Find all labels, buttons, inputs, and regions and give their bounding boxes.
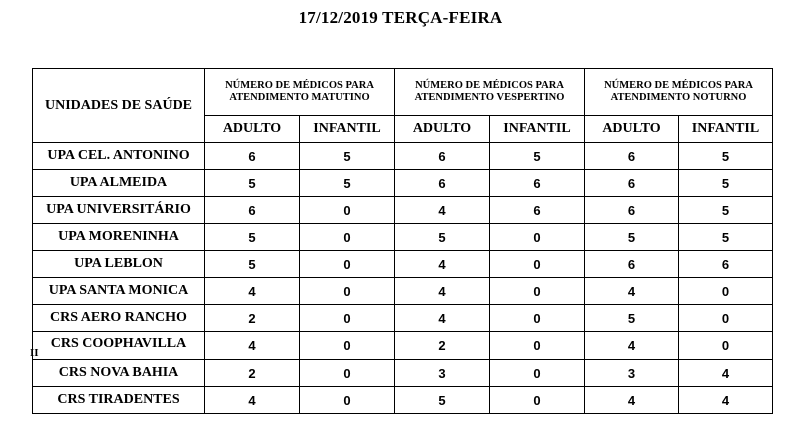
- table-row: [33, 332, 773, 360]
- value-cell: 0: [300, 197, 395, 224]
- value-cell: 0: [490, 360, 585, 387]
- value-cell: 5: [395, 387, 490, 414]
- sub-header-adulto: ADULTO: [395, 116, 490, 143]
- value-cell: 5: [679, 170, 773, 197]
- value-cell: 6: [395, 170, 490, 197]
- value-cell: 6: [205, 143, 300, 170]
- unit-name-cell: UPA LEBLON: [33, 251, 205, 278]
- table-row: [33, 170, 773, 197]
- value-cell: 4: [585, 332, 679, 360]
- period-header-noturno: NÚMERO DE MÉDICOS PARA ATENDIMENTO NOTURNO: [585, 69, 773, 116]
- sub-header-infantil: INFANTIL: [679, 116, 773, 143]
- value-cell: 0: [679, 278, 773, 305]
- table-row: [33, 278, 773, 305]
- value-cell: 3: [395, 360, 490, 387]
- table-row: [33, 387, 773, 414]
- value-cell: 6: [585, 143, 679, 170]
- unit-name-text: CRS COOPHAVILLA: [50, 335, 187, 351]
- value-cell: 4: [679, 360, 773, 387]
- value-cell: 5: [679, 143, 773, 170]
- unit-name-suffix: II: [30, 346, 39, 359]
- document-title: 17/12/2019 TERÇA-FEIRA: [298, 8, 503, 27]
- value-cell: 5: [679, 224, 773, 251]
- table-row: [33, 143, 773, 170]
- value-cell: 6: [490, 170, 585, 197]
- value-cell: 4: [679, 387, 773, 414]
- value-cell: 0: [300, 360, 395, 387]
- unit-name-cell: UPA ALMEIDA: [33, 170, 205, 197]
- period-header-vespertino: NÚMERO DE MÉDICOS PARA ATENDIMENTO VESPERTINO: [395, 69, 585, 116]
- sub-header-adulto: ADULTO: [585, 116, 679, 143]
- value-cell: 0: [490, 251, 585, 278]
- units-column-header: UNIDADES DE SAÚDE: [33, 69, 205, 143]
- value-cell: 5: [205, 224, 300, 251]
- value-cell: 5: [205, 251, 300, 278]
- value-cell: 0: [300, 251, 395, 278]
- value-cell: 5: [300, 143, 395, 170]
- value-cell: 0: [679, 332, 773, 360]
- header-row-periods: [33, 69, 773, 116]
- value-cell: 4: [205, 278, 300, 305]
- value-cell: 0: [679, 305, 773, 332]
- value-cell: 6: [395, 143, 490, 170]
- value-cell: 6: [585, 197, 679, 224]
- sub-header-infantil: INFANTIL: [300, 116, 395, 143]
- value-cell: 0: [490, 332, 585, 360]
- value-cell: 6: [585, 251, 679, 278]
- unit-name-cell: UPA CEL. ANTONINO: [33, 143, 205, 170]
- value-cell: 0: [300, 224, 395, 251]
- table-row: [33, 305, 773, 332]
- value-cell: 4: [205, 387, 300, 414]
- value-cell: 0: [490, 387, 585, 414]
- unit-name-cell: UPA UNIVERSITÁRIO: [33, 197, 205, 224]
- table-row: [33, 360, 773, 387]
- value-cell: 0: [300, 305, 395, 332]
- value-cell: 4: [395, 305, 490, 332]
- value-cell: 5: [585, 305, 679, 332]
- value-cell: 4: [395, 197, 490, 224]
- value-cell: 5: [300, 170, 395, 197]
- value-cell: 4: [585, 278, 679, 305]
- unit-name-cell: CRS TIRADENTES: [33, 387, 205, 414]
- value-cell: 0: [490, 305, 585, 332]
- value-cell: 5: [679, 197, 773, 224]
- value-cell: 0: [300, 387, 395, 414]
- value-cell: 3: [585, 360, 679, 387]
- value-cell: 4: [395, 251, 490, 278]
- value-cell: 0: [300, 332, 395, 360]
- value-cell: 6: [679, 251, 773, 278]
- unit-name-cell: CRS NOVA BAHIA: [33, 360, 205, 387]
- sub-header-infantil: INFANTIL: [490, 116, 585, 143]
- value-cell: 6: [490, 197, 585, 224]
- value-cell: 4: [585, 387, 679, 414]
- unit-name-cell: UPA SANTA MONICA: [33, 278, 205, 305]
- value-cell: 5: [205, 170, 300, 197]
- unit-name-cell: [30, 332, 205, 360]
- value-cell: 0: [490, 224, 585, 251]
- sub-header-adulto: ADULTO: [205, 116, 300, 143]
- value-cell: 0: [490, 278, 585, 305]
- unit-name-cell: UPA MORENINHA: [33, 224, 205, 251]
- period-header-matutino: NÚMERO DE MÉDICOS PARA ATENDIMENTO MATUTINO: [205, 69, 395, 116]
- table-row: [33, 197, 773, 224]
- value-cell: 5: [585, 224, 679, 251]
- table-row: [33, 224, 773, 251]
- value-cell: 6: [205, 197, 300, 224]
- value-cell: 4: [205, 332, 300, 360]
- value-cell: 2: [205, 360, 300, 387]
- value-cell: 2: [205, 305, 300, 332]
- value-cell: 2: [395, 332, 490, 360]
- value-cell: 6: [585, 170, 679, 197]
- value-cell: 5: [490, 143, 585, 170]
- unit-name-cell: CRS AERO RANCHO: [33, 305, 205, 332]
- value-cell: 5: [395, 224, 490, 251]
- value-cell: 0: [300, 278, 395, 305]
- table-row: [33, 251, 773, 278]
- value-cell: 4: [395, 278, 490, 305]
- doctor-schedule-table: [32, 68, 773, 414]
